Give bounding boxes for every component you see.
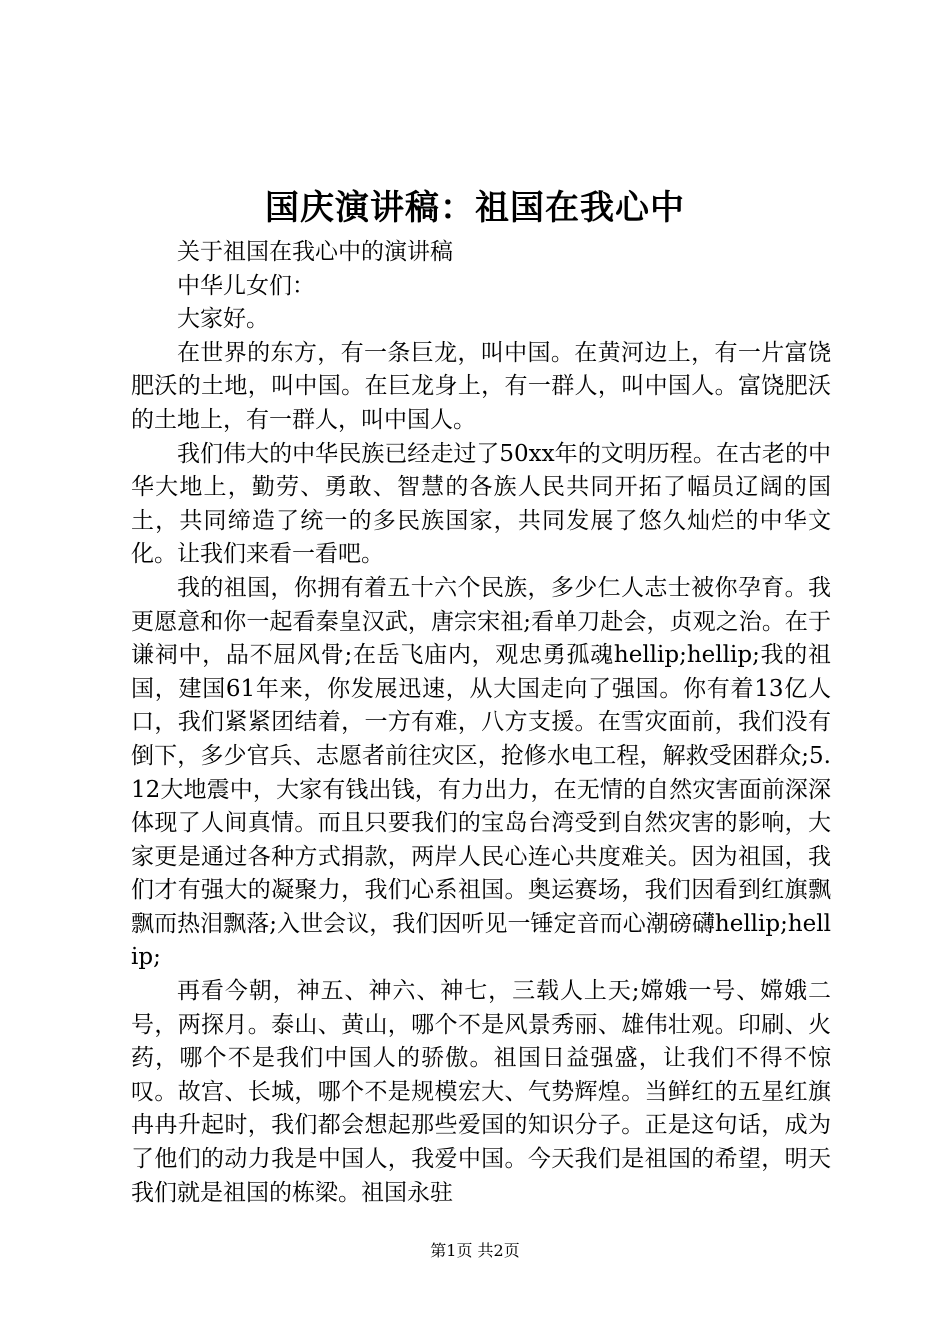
- page-footer: 第1页 共2页: [430, 1241, 520, 1260]
- paragraph: 我的祖国，你拥有着五十六个民族，多少仁人志士被你孕育。我更愿意和你一起看秦皇汉武，唐宗宋祖;看单刀赴会，贞观之治。在于谦祠中，品不屈风骨;在岳飞庙内，观忠勇孤魂hellip;hellip;我的祖国，建国61年来，你发展迅速，从大国走向了强国。你有着13亿人口，我们紧紧团结着，一方有难，八方支援。在雪灾面前，我们没有倒下，多少官兵、志愿者前往灾区，抢修水电工程，解救受困群众;5.12大地震中，大家有钱出钱，有力出力，在无情的自然灾害面前深深体现了人间真情。而且只要我们的宝岛台湾受到自然灾害的影响，大家更是通过各种方式捐款，两岸人民心连心共度难关。因为祖国，我们才有强大的凝聚力，我们心系祖国。奥运赛场，我们因看到红旗飘飘而热泪飘落;入世会议，我们因听见一锤定音而心潮磅礴hellip;hellip;: [131, 574, 831, 971]
- paragraph: 再看今朝，神五、神六、神七，三载人上天;嫦娥一号、嫦娥二号，两探月。泰山、黄山，哪个不是风景秀丽、雄伟壮观。印刷、火药，哪个不是我们中国人的骄傲。祖国日益强盛，让我们不得不惊叹。故宫、长城，哪个不是规模宏大、气势辉煌。当鲜红的五星红旗冉冉升起时，我们都会想起那些爱国的知识分子。正是这句话，成为了他们的动力我是中国人，我爱中国。今天我们是祖国的希望，明天我们就是祖国的栋梁。祖国永驻: [131, 978, 831, 1206]
- paragraph-greeting: 大家好。: [177, 306, 269, 333]
- paragraph-salutation: 中华儿女们：: [177, 272, 315, 299]
- paragraph-subtitle: 关于祖国在我心中的演讲稿: [177, 239, 453, 265]
- document-title: 国庆演讲稿：祖国在我心中: [265, 188, 685, 228]
- paragraph: 在世界的东方，有一条巨龙，叫中国。在黄河边上，有一片富饶肥沃的土地，叫中国。在巨龙身上，有一群人，叫中国人。富饶肥沃的土地上，有一群人，叫中国人。: [131, 339, 831, 433]
- document-body: [131, 236, 831, 1210]
- paragraph: 我们伟大的中华民族已经走过了50xx年的文明历程。在古老的中华大地上，勤劳、勇敢、智慧的各族人民共同开拓了幅员辽阔的国土，共同缔造了统一的多民族国家，共同发展了悠久灿烂的中华文化。让我们来看一看吧。: [131, 440, 831, 568]
